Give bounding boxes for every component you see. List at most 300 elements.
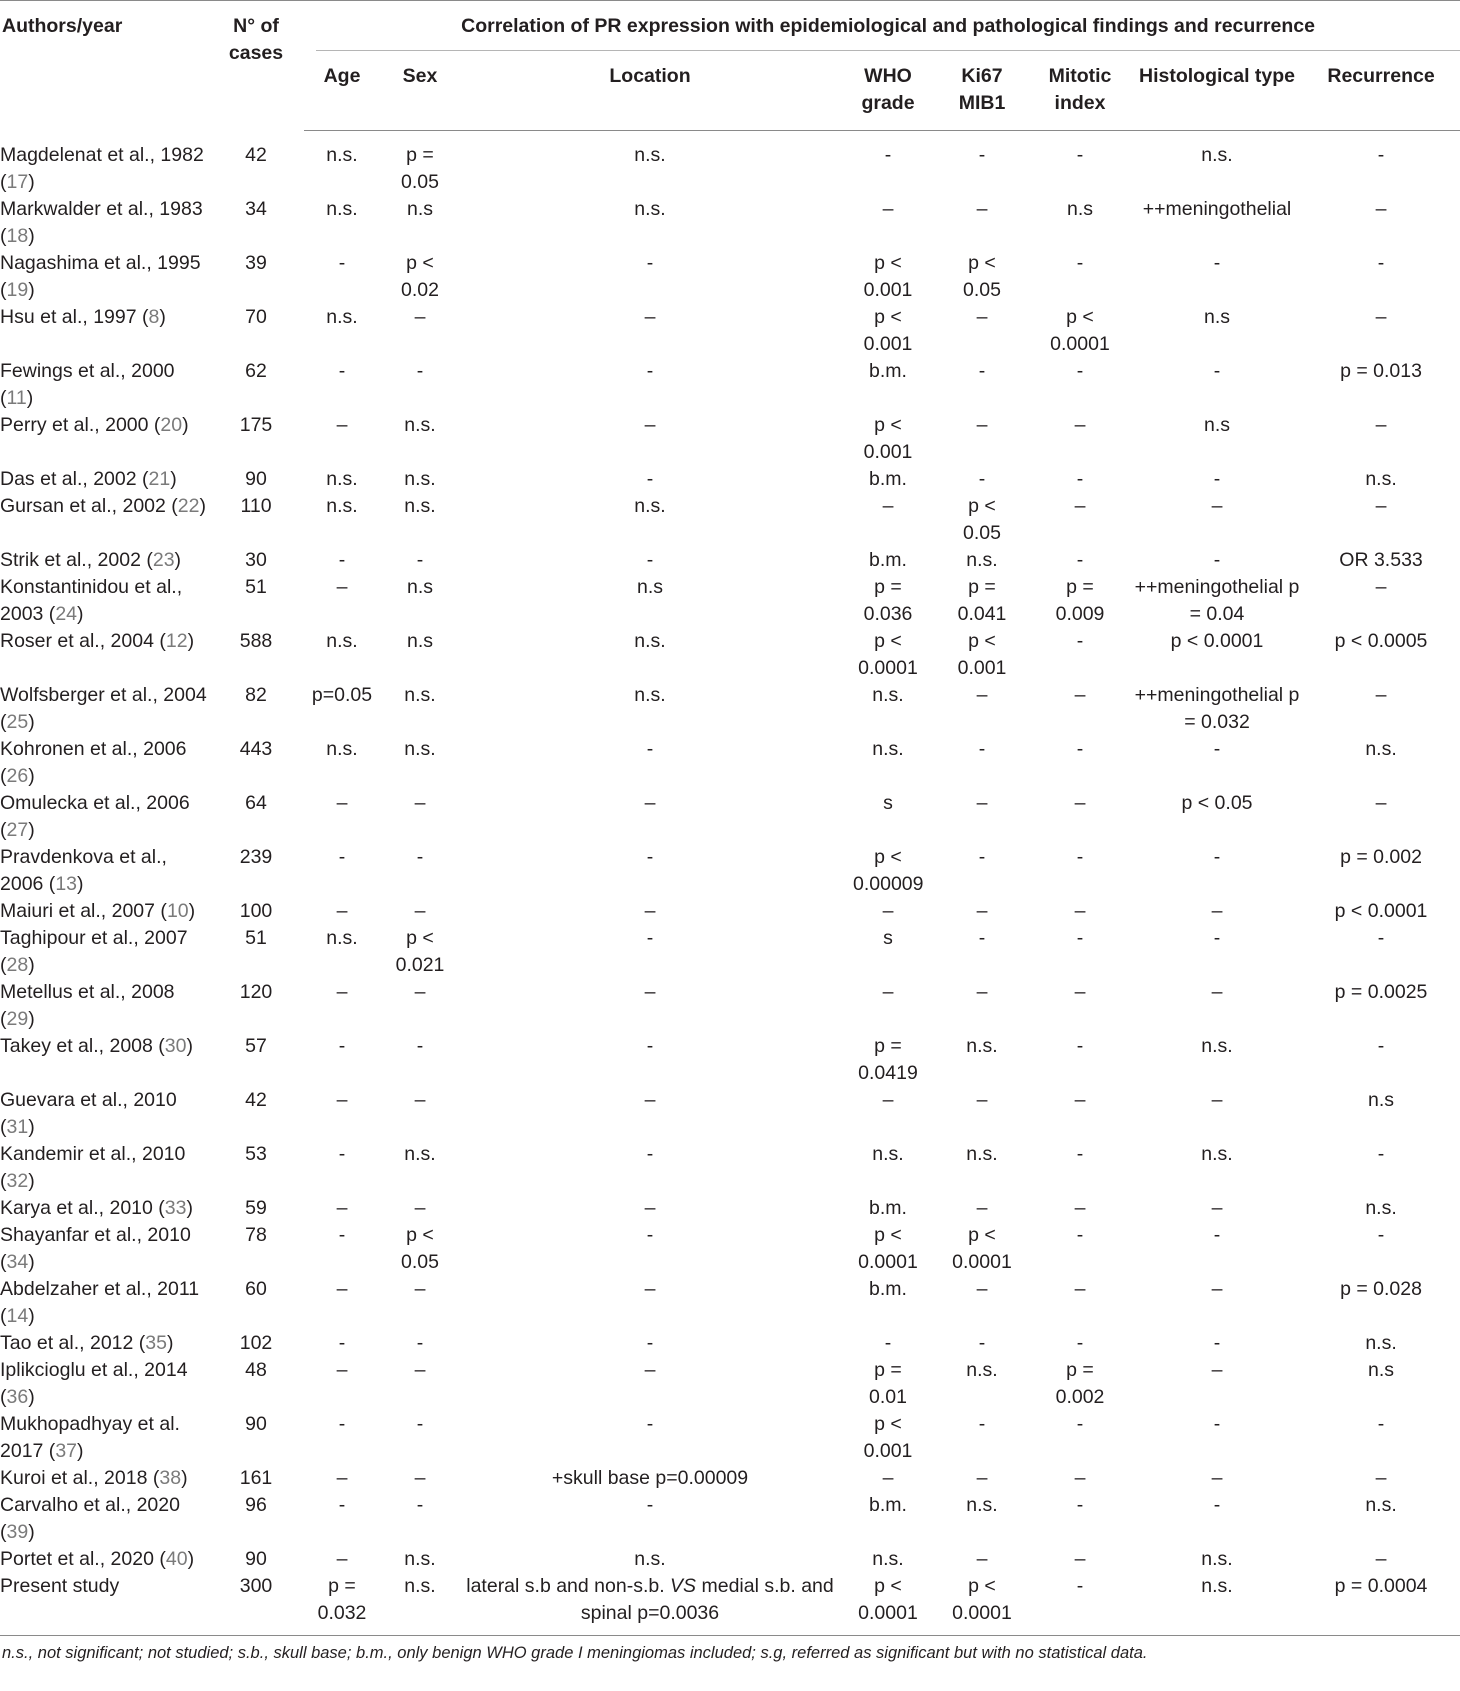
recurrence-cell xyxy=(1302,1033,1460,1087)
sex-cell xyxy=(380,1465,460,1492)
table-row xyxy=(0,1330,1460,1357)
age-cell xyxy=(304,131,380,197)
reference-number: 40 xyxy=(165,1548,188,1570)
mitotic-index-cell-value: - xyxy=(1076,144,1084,166)
table-row xyxy=(0,1033,1460,1087)
mitotic-index-cell xyxy=(1028,790,1132,844)
who-grade-cell xyxy=(840,493,936,547)
recurrence-cell-value: – xyxy=(1375,684,1387,706)
cases-cell-value: 161 xyxy=(239,1467,273,1489)
recurrence-cell-value: – xyxy=(1375,198,1387,220)
mitotic-index-cell xyxy=(1028,250,1132,304)
reference-number: 23 xyxy=(152,549,175,571)
who-grade-cell-value: s xyxy=(883,927,893,949)
mitotic-index-cell xyxy=(1028,1465,1132,1492)
cases-cell xyxy=(208,1546,304,1573)
histological-type-cell-value: – xyxy=(1211,1197,1223,1219)
who-grade-cell xyxy=(840,1222,936,1276)
histological-type-cell-value: - xyxy=(1213,1413,1221,1435)
who-grade-cell xyxy=(840,790,936,844)
sex-cell xyxy=(380,1546,460,1573)
table-row xyxy=(0,547,1460,574)
histological-type-cell-value: - xyxy=(1213,252,1221,274)
age-cell xyxy=(304,1411,380,1465)
sex-cell xyxy=(380,547,460,574)
histological-type-cell-value: - xyxy=(1213,1494,1221,1516)
sex-cell-value: – xyxy=(414,1467,426,1489)
location-cell-value: – xyxy=(644,1278,656,1300)
location-cell xyxy=(460,979,840,1033)
header-cases-label: N° of cases xyxy=(228,15,284,64)
reference-number: 30 xyxy=(164,1035,187,1057)
table-row xyxy=(0,1087,1460,1141)
who-grade-cell-value: p < 0.001 xyxy=(863,252,913,301)
cases-cell xyxy=(208,1141,304,1195)
ki67-cell xyxy=(936,1222,1028,1276)
age-cell-value: - xyxy=(338,1413,346,1435)
author-cell: Kandemir et al., 2010 (32) xyxy=(0,1143,186,1192)
sex-cell xyxy=(380,131,460,197)
who-grade-cell-value: b.m. xyxy=(869,549,907,571)
sex-cell xyxy=(380,250,460,304)
reference-number: 31 xyxy=(6,1116,29,1138)
header-mitotic-index xyxy=(1028,61,1132,131)
who-grade-cell-value: – xyxy=(882,1089,894,1111)
location-cell xyxy=(460,1087,840,1141)
age-cell xyxy=(304,1276,380,1330)
age-cell xyxy=(304,898,380,925)
who-grade-cell xyxy=(840,898,936,925)
mitotic-index-cell xyxy=(1028,1546,1132,1573)
who-grade-cell xyxy=(840,304,936,358)
histological-type-cell xyxy=(1132,358,1302,412)
recurrence-cell-value: – xyxy=(1375,495,1387,517)
mitotic-index-cell xyxy=(1028,736,1132,790)
mitotic-index-cell xyxy=(1028,304,1132,358)
cases-cell xyxy=(208,1492,304,1546)
sex-cell-value: – xyxy=(414,1089,426,1111)
location-cell xyxy=(460,1546,840,1573)
age-cell-value: - xyxy=(338,360,346,382)
mitotic-index-cell xyxy=(1028,1492,1132,1546)
recurrence-cell xyxy=(1302,844,1460,898)
ki67-cell-value: – xyxy=(976,198,988,220)
age-cell-value: n.s. xyxy=(326,630,358,652)
age-cell-value: - xyxy=(338,1332,346,1354)
age-cell-value: n.s. xyxy=(326,144,358,166)
who-grade-cell-value: – xyxy=(882,1467,894,1489)
location-cell-value: n.s. xyxy=(634,198,666,220)
author-year: Strik et al., 2002 xyxy=(0,549,141,571)
location-cell xyxy=(460,1195,840,1222)
cases-cell xyxy=(208,1357,304,1411)
who-grade-cell xyxy=(840,736,936,790)
histological-type-cell xyxy=(1132,1033,1302,1087)
mitotic-index-cell xyxy=(1028,574,1132,628)
who-grade-cell xyxy=(840,1195,936,1222)
sex-cell-value: - xyxy=(416,1494,424,1516)
who-grade-cell xyxy=(840,1276,936,1330)
who-grade-cell-value: n.s. xyxy=(872,684,904,706)
sex-cell xyxy=(380,925,460,979)
author-year: Gursan et al., 2002 xyxy=(0,495,166,517)
reference-number: 22 xyxy=(177,495,200,517)
age-cell xyxy=(304,1087,380,1141)
age-cell xyxy=(304,466,380,493)
histological-type-cell xyxy=(1132,1195,1302,1222)
header-histological-type: Histological type xyxy=(1132,61,1302,131)
mitotic-index-cell xyxy=(1028,196,1132,250)
author-cell: Carvalho et al., 2020 (39) xyxy=(0,1494,180,1543)
who-grade-cell-value: n.s. xyxy=(872,1548,904,1570)
location-cell-value: – xyxy=(644,981,656,1003)
table-row xyxy=(0,844,1460,898)
author-year: Tao et al., 2012 xyxy=(0,1332,134,1354)
histological-type-cell-value: n.s xyxy=(1203,306,1230,328)
mitotic-index-cell xyxy=(1028,1330,1132,1357)
histological-type-cell-value: n.s. xyxy=(1201,1035,1233,1057)
author-year: Carvalho et al., 2020 xyxy=(0,1494,180,1516)
age-cell xyxy=(304,682,380,736)
cases-cell-value: 39 xyxy=(245,252,267,274)
mitotic-index-cell xyxy=(1028,1033,1132,1087)
age-cell-value: n.s. xyxy=(326,198,358,220)
recurrence-cell xyxy=(1302,898,1460,925)
ki67-cell-value: n.s. xyxy=(966,1143,998,1165)
histological-type-cell-value: - xyxy=(1213,1224,1221,1246)
age-cell-value: - xyxy=(338,1224,346,1246)
reference-number: 33 xyxy=(164,1197,187,1219)
header-who-grade xyxy=(840,61,936,131)
recurrence-cell-value: p = 0.028 xyxy=(1340,1278,1422,1300)
mitotic-index-cell xyxy=(1028,1222,1132,1276)
author-cell: Fewings et al., 2000 (11) xyxy=(0,360,175,409)
ki67-cell xyxy=(936,1411,1028,1465)
histological-type-cell xyxy=(1132,736,1302,790)
reference-number: 32 xyxy=(6,1170,29,1192)
table-row xyxy=(0,493,1460,547)
who-grade-cell xyxy=(840,1087,936,1141)
age-cell xyxy=(304,1357,380,1411)
sex-cell xyxy=(380,1087,460,1141)
age-cell xyxy=(304,1033,380,1087)
sex-cell xyxy=(380,412,460,466)
location-cell-value: n.s. xyxy=(634,630,666,652)
age-cell xyxy=(304,412,380,466)
ki67-cell xyxy=(936,1573,1028,1636)
sex-cell-value: - xyxy=(416,1035,424,1057)
table-row xyxy=(0,1546,1460,1573)
age-cell xyxy=(304,493,380,547)
mitotic-index-cell xyxy=(1028,844,1132,898)
cases-cell-value: 57 xyxy=(245,1035,267,1057)
mitotic-index-cell xyxy=(1028,1087,1132,1141)
who-grade-cell xyxy=(840,250,936,304)
ki67-cell-value: p < 0.001 xyxy=(957,630,1007,679)
author-cell: Maiuri et al., 2007 (10) xyxy=(0,900,196,922)
who-grade-cell-value: – xyxy=(882,495,894,517)
table-row xyxy=(0,131,1460,197)
age-cell xyxy=(304,1465,380,1492)
age-cell-value: – xyxy=(336,1359,348,1381)
who-grade-cell xyxy=(840,1492,936,1546)
sex-cell-value: – xyxy=(414,306,426,328)
ki67-cell-value: - xyxy=(978,1332,986,1354)
sex-cell xyxy=(380,1330,460,1357)
recurrence-cell xyxy=(1302,1330,1460,1357)
histological-type-cell xyxy=(1132,1492,1302,1546)
age-cell-value: n.s. xyxy=(326,738,358,760)
recurrence-cell xyxy=(1302,628,1460,682)
sex-cell-value: p < 0.02 xyxy=(401,252,439,301)
ki67-cell-value: p < 0.05 xyxy=(963,495,1001,544)
ki67-cell-value: p < 0.0001 xyxy=(952,1575,1012,1624)
ki67-cell-value: – xyxy=(976,684,988,706)
ki67-cell xyxy=(936,1357,1028,1411)
location-cell-value: - xyxy=(646,738,654,760)
histological-type-cell xyxy=(1132,1411,1302,1465)
histological-type-cell xyxy=(1132,304,1302,358)
sex-cell-value: – xyxy=(414,900,426,922)
location-cell xyxy=(460,547,840,574)
author-cell: Das et al., 2002 (21) xyxy=(0,468,177,490)
reference-number: 35 xyxy=(145,1332,167,1354)
ki67-cell xyxy=(936,979,1028,1033)
histological-type-cell-value: - xyxy=(1213,1332,1221,1354)
who-grade-cell xyxy=(840,1465,936,1492)
location-cell xyxy=(460,131,840,197)
location-cell xyxy=(460,250,840,304)
age-cell-value: - xyxy=(338,1143,346,1165)
age-cell-value: – xyxy=(336,981,348,1003)
histological-type-cell xyxy=(1132,1573,1302,1636)
mitotic-index-cell-value: p < 0.0001 xyxy=(1050,306,1110,355)
mitotic-index-cell-value: - xyxy=(1076,1413,1084,1435)
mitotic-index-cell-value: - xyxy=(1076,1224,1084,1246)
recurrence-cell-value: – xyxy=(1375,306,1387,328)
mitotic-index-cell xyxy=(1028,1411,1132,1465)
sex-cell-value: p < 0.05 xyxy=(401,1224,439,1273)
author-cell xyxy=(0,1573,208,1636)
histological-type-cell-value: – xyxy=(1211,495,1223,517)
histological-type-cell-value: - xyxy=(1213,468,1221,490)
location-cell xyxy=(460,304,840,358)
author-year: Wolfsberger et al., 2004 xyxy=(0,684,207,706)
table-row xyxy=(0,574,1460,628)
histological-type-cell xyxy=(1132,1330,1302,1357)
author-year: Abdelzaher et al., 2011 xyxy=(0,1278,200,1300)
who-grade-cell xyxy=(840,1357,936,1411)
header-recurrence: Recurrence xyxy=(1302,61,1460,131)
histological-type-cell-value: – xyxy=(1211,981,1223,1003)
ki67-cell xyxy=(936,466,1028,493)
cases-cell xyxy=(208,790,304,844)
sex-cell-value: - xyxy=(416,1413,424,1435)
sex-cell xyxy=(380,574,460,628)
reference-number: 26 xyxy=(6,765,29,787)
cases-cell-value: 78 xyxy=(245,1224,267,1246)
ki67-cell-value: p = 0.041 xyxy=(957,576,1007,625)
header-ki67 xyxy=(936,61,1028,131)
sex-cell xyxy=(380,979,460,1033)
sex-cell-value: – xyxy=(414,1278,426,1300)
reference-number: 38 xyxy=(159,1467,182,1489)
sex-cell-value: - xyxy=(416,549,424,571)
location-cell-value: n.s. xyxy=(634,1548,666,1570)
histological-type-cell xyxy=(1132,1546,1302,1573)
age-cell xyxy=(304,790,380,844)
mitotic-index-cell-value: – xyxy=(1074,981,1086,1003)
who-grade-cell-value: p < 0.0001 xyxy=(858,630,918,679)
reference-number: 25 xyxy=(6,711,29,733)
author-cell-value: Present study xyxy=(0,1575,120,1597)
location-cell-value: - xyxy=(646,927,654,949)
cases-cell xyxy=(208,358,304,412)
reference-number: 8 xyxy=(148,306,160,328)
histological-type-cell-value: ++meningothelial p = 0.032 xyxy=(1134,684,1300,733)
location-cell xyxy=(460,1357,840,1411)
author-year: Das et al., 2002 xyxy=(0,468,137,490)
location-cell xyxy=(460,1492,840,1546)
location-cell xyxy=(460,358,840,412)
recurrence-cell-value: - xyxy=(1377,252,1385,274)
table-row xyxy=(0,736,1460,790)
recurrence-cell-value: - xyxy=(1377,1224,1385,1246)
cases-cell-value: 90 xyxy=(245,1548,267,1570)
age-cell xyxy=(304,1492,380,1546)
location-cell xyxy=(460,1276,840,1330)
recurrence-cell-value: - xyxy=(1377,1035,1385,1057)
reference-number: 24 xyxy=(55,603,78,625)
recurrence-cell-value: – xyxy=(1375,792,1387,814)
location-cell xyxy=(460,1573,840,1636)
ki67-cell xyxy=(936,1141,1028,1195)
location-cell-value: n.s. xyxy=(634,684,666,706)
location-cell xyxy=(460,790,840,844)
cases-cell xyxy=(208,1573,304,1636)
cases-cell-value: 588 xyxy=(239,630,273,652)
histological-type-cell xyxy=(1132,1465,1302,1492)
cases-cell-value: 239 xyxy=(239,846,273,868)
ki67-cell-value: - xyxy=(978,144,986,166)
age-cell xyxy=(304,574,380,628)
ki67-cell-value: - xyxy=(978,738,986,760)
age-cell-value: p=0.05 xyxy=(311,684,373,706)
mitotic-index-cell-value: – xyxy=(1074,1197,1086,1219)
ki67-cell-value: - xyxy=(978,846,986,868)
cases-cell-value: 34 xyxy=(245,198,267,220)
recurrence-cell-value: - xyxy=(1377,927,1385,949)
author-year: Taghipour et al., 2007 xyxy=(0,927,188,949)
recurrence-cell xyxy=(1302,1276,1460,1330)
age-cell-value: – xyxy=(336,1197,348,1219)
age-cell-value: n.s. xyxy=(326,927,358,949)
location-cell xyxy=(460,1222,840,1276)
mitotic-index-cell-value: – xyxy=(1074,1467,1086,1489)
mitotic-index-cell-value: - xyxy=(1076,738,1084,760)
cases-cell xyxy=(208,1087,304,1141)
table-header xyxy=(0,1,1460,131)
location-cell-value: - xyxy=(646,252,654,274)
sex-cell-value: n.s xyxy=(406,630,433,652)
age-cell xyxy=(304,628,380,682)
age-cell-value: - xyxy=(338,846,346,868)
who-grade-cell xyxy=(840,628,936,682)
reference-number: 29 xyxy=(6,1008,29,1030)
age-cell xyxy=(304,1546,380,1573)
age-cell-value: p = 0.032 xyxy=(317,1575,367,1624)
recurrence-cell xyxy=(1302,682,1460,736)
mitotic-index-cell-value: - xyxy=(1076,468,1084,490)
mitotic-index-cell-value: p = 0.009 xyxy=(1055,576,1105,625)
ki67-cell xyxy=(936,574,1028,628)
who-grade-cell-value: - xyxy=(884,144,892,166)
table-row xyxy=(0,682,1460,736)
location-cell xyxy=(460,574,840,628)
ki67-cell-value: – xyxy=(976,414,988,436)
who-grade-cell xyxy=(840,1330,936,1357)
table-row xyxy=(0,196,1460,250)
who-grade-cell xyxy=(840,547,936,574)
histological-type-cell-value: n.s. xyxy=(1201,1575,1233,1597)
age-cell xyxy=(304,250,380,304)
who-grade-cell xyxy=(840,925,936,979)
cases-cell xyxy=(208,682,304,736)
table-row xyxy=(0,1195,1460,1222)
mitotic-index-cell xyxy=(1028,682,1132,736)
author-year: Maiuri et al., 2007 xyxy=(0,900,156,922)
cases-cell xyxy=(208,574,304,628)
recurrence-cell-value: – xyxy=(1375,1467,1387,1489)
sex-cell xyxy=(380,466,460,493)
table-body xyxy=(0,131,1460,1636)
ki67-cell-value: n.s. xyxy=(966,549,998,571)
mitotic-index-cell xyxy=(1028,1357,1132,1411)
author-year: Metellus et al., 2008 xyxy=(0,981,175,1003)
recurrence-cell xyxy=(1302,304,1460,358)
who-grade-cell xyxy=(840,466,936,493)
location-cell-value: – xyxy=(644,1197,656,1219)
author-year: Magdelenat et al., 1982 xyxy=(0,143,204,166)
ki67-cell-value: – xyxy=(976,1089,988,1111)
location-cell xyxy=(460,925,840,979)
cases-cell-value: 48 xyxy=(245,1359,267,1381)
histological-type-cell xyxy=(1132,412,1302,466)
cases-cell-value: 70 xyxy=(245,306,267,328)
location-cell xyxy=(460,1411,840,1465)
histological-type-cell-value: – xyxy=(1211,1467,1223,1489)
recurrence-cell xyxy=(1302,1411,1460,1465)
author-cell: Wolfsberger et al., 2004 (25) xyxy=(0,684,207,733)
cases-cell xyxy=(208,898,304,925)
who-grade-cell-value: – xyxy=(882,900,894,922)
age-cell-value: n.s. xyxy=(326,495,358,517)
ki67-cell xyxy=(936,1330,1028,1357)
cases-cell-value: 82 xyxy=(245,684,267,706)
age-cell-value: – xyxy=(336,414,348,436)
who-grade-cell xyxy=(840,1411,936,1465)
mitotic-index-cell xyxy=(1028,358,1132,412)
cases-cell-value: 51 xyxy=(245,576,267,598)
histological-type-cell-value: ++meningothelial xyxy=(1142,198,1292,220)
recurrence-cell-value: OR 3.533 xyxy=(1339,549,1423,571)
age-cell xyxy=(304,736,380,790)
sex-cell xyxy=(380,844,460,898)
recurrence-cell-value: n.s xyxy=(1368,1089,1395,1111)
who-grade-cell-value: – xyxy=(882,198,894,220)
cases-cell xyxy=(208,979,304,1033)
histological-type-cell-value: – xyxy=(1211,1089,1223,1111)
